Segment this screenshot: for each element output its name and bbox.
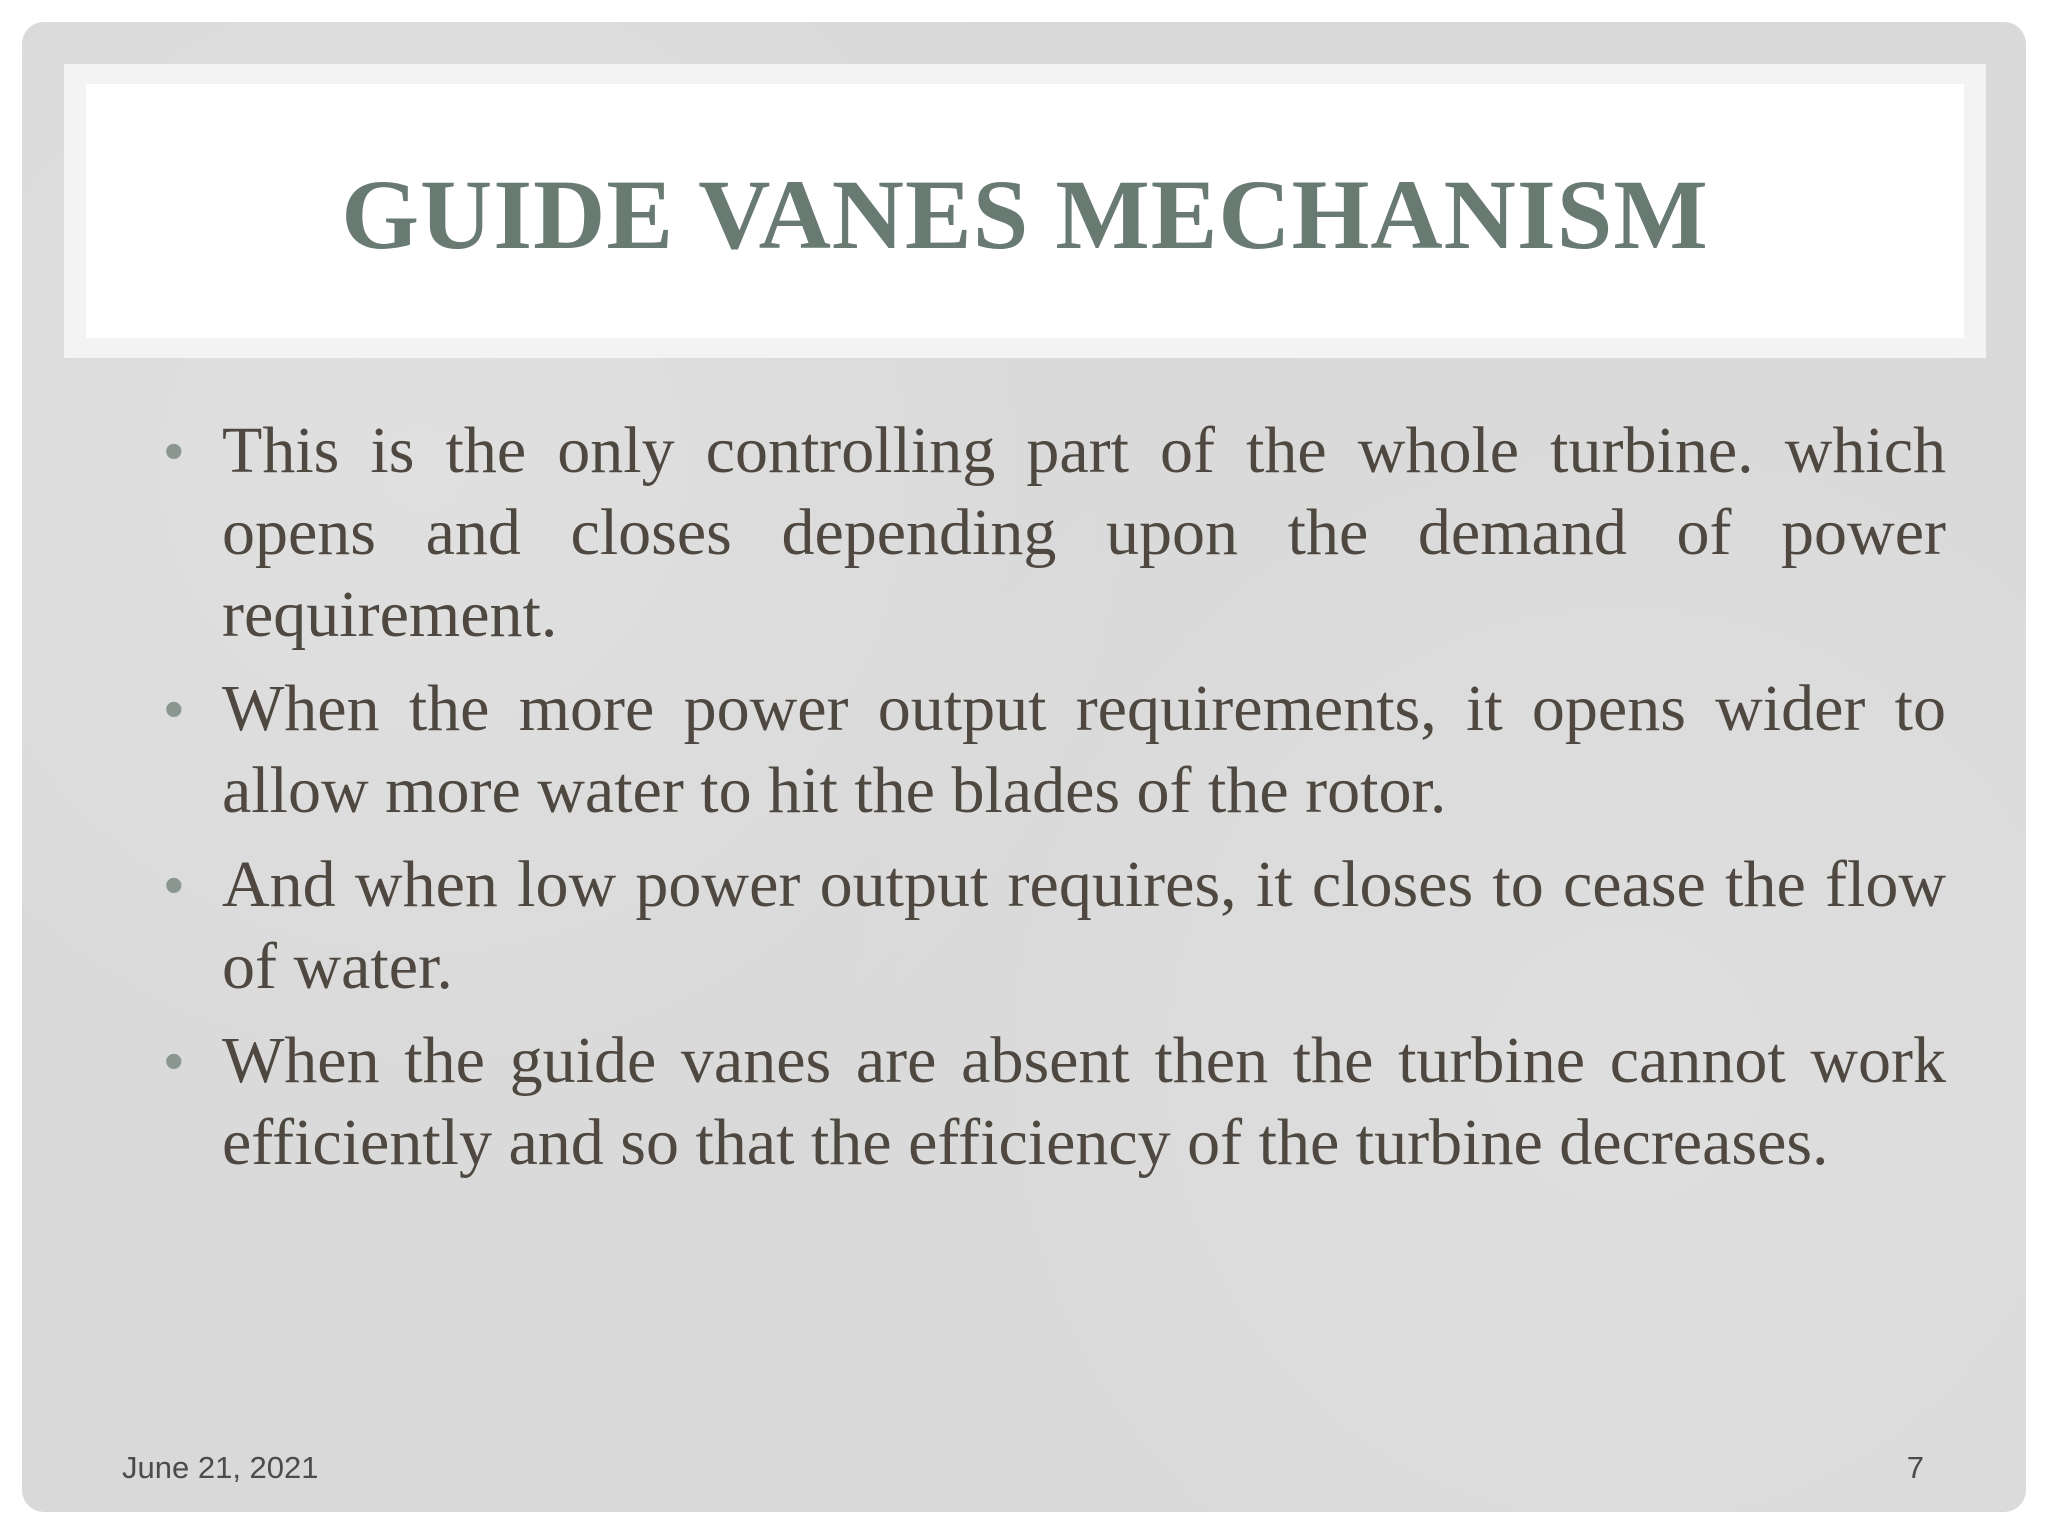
- bullet-text: When the more power output requirements, it opens wider to allow more water to hit the blades of the rotor.: [222, 672, 1946, 827]
- slide-title: GUIDE VANES MECHANISM: [341, 158, 1709, 270]
- bullet-text: This is the only controlling part of the whole turbine. which opens and closes depending upon the demand of power requirement.: [222, 414, 1946, 651]
- bullet-dot-icon: •: [164, 677, 184, 740]
- bullet-dot-icon: •: [164, 1029, 184, 1092]
- bullet-list: [140, 410, 1946, 1196]
- bullet-dot-icon: •: [164, 853, 184, 916]
- bullet-item: [140, 1020, 1946, 1184]
- bullet-text: And when low power output requires, it closes to cease the flow of water.: [222, 848, 1946, 1003]
- slide: [22, 22, 2026, 1512]
- bullet-item: [140, 844, 1946, 1008]
- footer-date: June 21, 2021: [122, 1450, 319, 1485]
- bullet-text: When the guide vanes are absent then the turbine cannot work efficiently and so that the efficiency of the turbine decreases.: [222, 1024, 1946, 1179]
- bullet-item: [140, 668, 1946, 832]
- page-number: 7: [1906, 1450, 1924, 1485]
- bullet-dot-icon: •: [164, 419, 184, 482]
- title-box: [86, 84, 1964, 338]
- bullet-item: [140, 410, 1946, 656]
